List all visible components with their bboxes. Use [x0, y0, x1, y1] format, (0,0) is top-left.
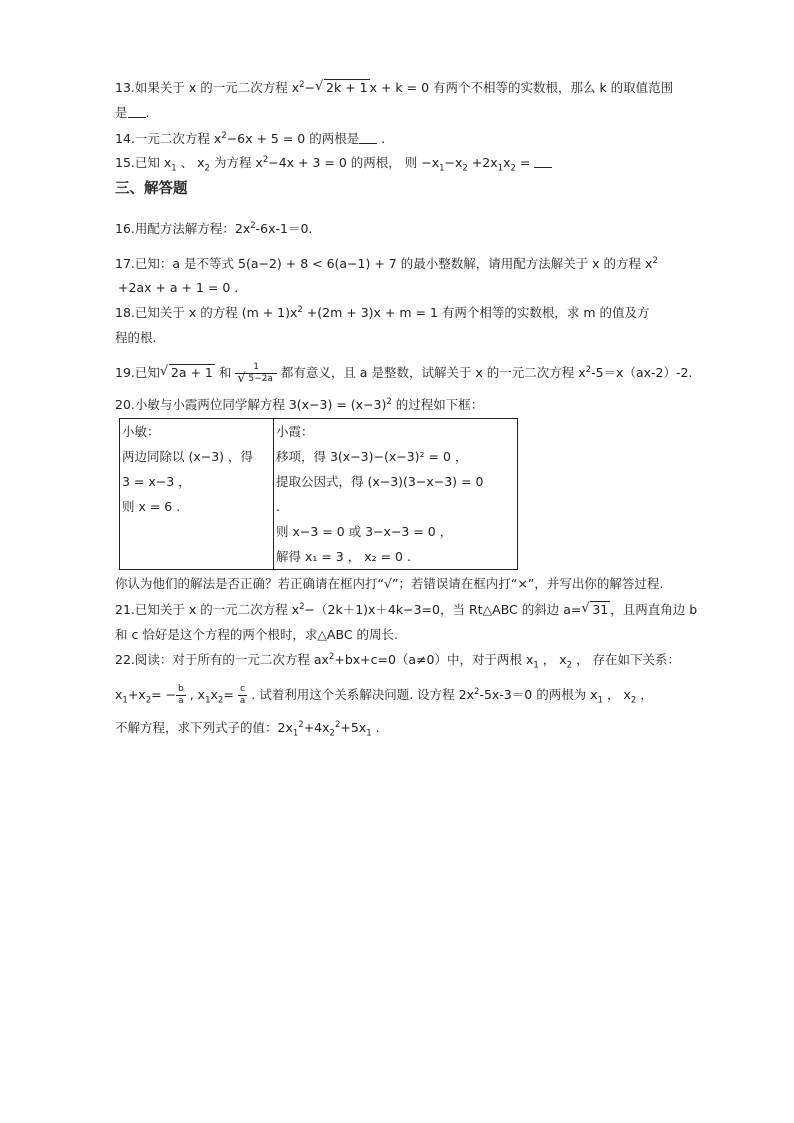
q19-fraction — [235, 362, 277, 385]
q14-text: 14.一元二次方程 x — [115, 131, 222, 146]
q21-radical — [581, 601, 610, 619]
fraction-denominator: a — [239, 696, 246, 706]
q13-minus: − — [304, 80, 316, 95]
q19-denominator-radical — [237, 374, 275, 385]
q14-text-2: −6x + 5 = 0 的两根是 — [226, 131, 360, 146]
q22-text: = — [223, 687, 238, 702]
answer-blank[interactable] — [128, 105, 146, 118]
q22-sup: 2 — [328, 651, 335, 662]
answer-blank[interactable] — [534, 155, 552, 168]
q16-sup: 2 — [250, 220, 256, 231]
question-19 — [115, 362, 692, 385]
xiaoxia-line: 则 x−3 = 0 或 3−x−3 = 0 ， — [276, 524, 453, 539]
xiaoxia-line: 解得 x₁ = 3 ， x₂ = 0 . — [276, 549, 411, 564]
q22-sup: 2 — [334, 719, 341, 730]
q20-sup: 2 — [386, 396, 392, 407]
question-22-line-3 — [115, 719, 380, 737]
xiaomin-solution-cell[interactable] — [120, 419, 274, 570]
q13-radicand: 2k + 1 — [326, 80, 368, 95]
q15-text: −x — [444, 155, 463, 170]
q15-sub: 1 — [171, 163, 177, 174]
q22-text: ， — [636, 687, 653, 702]
answer-blank[interactable] — [359, 131, 377, 144]
q13-text-3: 是 — [115, 105, 128, 120]
q19-sup: 2 — [585, 364, 592, 375]
solutions-table — [119, 418, 518, 570]
q22-sup: 2 — [298, 719, 304, 730]
q21-text-4: 和 c 恰好是这个方程的两个根时，求△ABC 的周长. — [115, 627, 399, 642]
section-heading: 三、解答题 — [115, 181, 188, 197]
xiaoxia-line: 小霞： — [276, 424, 314, 439]
fraction-numerator: b — [178, 684, 184, 694]
q22-text: +bx+c=0（a≠0）中，对于两根 x — [334, 652, 534, 667]
q22-text: ， 存在如下关系： — [572, 652, 681, 667]
q13-end: . — [145, 105, 150, 120]
q21-text-3: ，且两直角边 b — [610, 602, 698, 617]
q22-sub: 2 — [217, 695, 224, 706]
q18-text: 18.已知关于 x 的方程 (m + 1)x — [115, 305, 298, 320]
xiaomin-line: 小敏： — [122, 424, 160, 439]
q22-text: +x — [127, 687, 146, 702]
question-13-line-1 — [115, 79, 673, 97]
q22-text: x — [210, 687, 218, 702]
q20-text: 20.小敏与小霞两位同学解方程 3(x−3) = (x−3) — [115, 397, 387, 412]
q22-sub: 2 — [630, 695, 637, 706]
q15-sub: 1 — [497, 163, 504, 174]
q22-text: 22.阅读：对于所有的一元二次方程 ax — [115, 652, 329, 667]
q15-text: −4x + 3 = 0 的两根， 则 −x — [268, 155, 440, 170]
question-16 — [115, 220, 312, 238]
question-13-line-2 — [115, 104, 150, 122]
q22-sub: 1 — [205, 695, 211, 706]
q22-text: = − — [151, 687, 177, 702]
q18-text-3: 程的根. — [115, 330, 157, 345]
q22-sub: 1 — [366, 728, 372, 739]
question-21-line-1 — [115, 601, 697, 619]
q22-sub: 1 — [597, 695, 603, 706]
q17-text: 17.已知：a 是不等式 5(a−2) + 8 < 6(a−1) + 7 的最小整数解，请用配方法解关于 x 的方程 x — [115, 256, 653, 271]
q22-fraction-c-over-a — [238, 684, 248, 707]
xiaoxia-solution-cell[interactable] — [274, 419, 518, 570]
q19-denominator — [235, 374, 277, 385]
q19-radicand: 2a + 1 — [170, 365, 213, 380]
q22-sub: 1 — [122, 695, 128, 706]
q18-sup: 2 — [297, 304, 303, 315]
q22-fraction-b-over-a — [176, 684, 186, 707]
q15-sup: 2 — [262, 154, 269, 165]
q22-text: , x — [185, 687, 206, 702]
xiaomin-line: 则 x = 6 . — [122, 499, 181, 514]
q22-sub: 2 — [329, 728, 335, 739]
q14-end: . — [381, 131, 386, 146]
q20-after-text: 你认为他们的解法是否正确？若正确请在框内打“√”；若错误请在框内打“×”，并写出你的解答过程. — [115, 576, 664, 591]
q22-sub: 2 — [566, 660, 573, 671]
q19-radical — [160, 364, 215, 382]
xiaoxia-line: 提取公因式，得 (x−3)(3−x−3) = 0 — [276, 474, 484, 489]
q15-text: x — [503, 155, 511, 170]
q17-text-2: +2ax + a + 1 = 0 . — [118, 280, 239, 295]
xiaoxia-line: 移项，得 3(x−3)−(x−3)² = 0 ， — [276, 449, 468, 464]
q22-text: . 试着利用这个关系解决问题. 设方程 2x — [247, 687, 475, 702]
q15-sub: 2 — [462, 163, 468, 174]
q21-text-2: −（2k＋1)x＋4k−3=0，当 Rt△ABC 的斜边 a= — [304, 602, 582, 617]
q22-text: +4x — [303, 720, 330, 735]
question-22-line-2 — [115, 684, 653, 707]
q15-text: 、 x — [176, 155, 205, 170]
q15-text: 为方程 x — [209, 155, 263, 170]
q19-text: 19.已知 — [115, 365, 160, 380]
q22-text: -5x-3＝0 的两根为 x — [479, 687, 598, 702]
q16-text: 16.用配方法解方程：2x — [115, 221, 251, 236]
q22-sup: 2 — [474, 686, 480, 697]
q13-text-2: x + k = 0 有两个不相等的实数根，那么 k 的取值范围 — [369, 80, 674, 95]
question-14 — [115, 130, 385, 148]
question-15 — [115, 154, 552, 172]
question-20-instruction — [115, 575, 663, 593]
q22-text: ， x — [602, 687, 631, 702]
xiaomin-line: 3 = x−3 ， — [122, 474, 191, 489]
q14-sup: 2 — [221, 130, 227, 141]
question-20 — [115, 396, 483, 414]
q22-text: 不解方程，求下列式子的值：2x — [115, 720, 293, 735]
q13-sup: 2 — [299, 79, 305, 90]
q15-text: 15.已知 x — [115, 155, 172, 170]
question-18-line-2 — [115, 329, 156, 347]
fraction-numerator: c — [238, 684, 248, 696]
question-21-line-2 — [115, 626, 398, 644]
q13-radical — [315, 79, 370, 97]
q21-text: 21.已知关于 x 的一元二次方程 x — [115, 602, 300, 617]
q13-text: 13.如果关于 x 的一元二次方程 x — [115, 80, 300, 95]
question-18-line-1 — [115, 304, 650, 322]
q16-text-2: -6x-1＝0. — [255, 221, 313, 236]
fraction-denominator: a — [178, 696, 184, 706]
q19-text-3: -5＝x（ax-2）-2. — [591, 365, 693, 380]
q15-text: = — [515, 155, 535, 170]
q21-sup: 2 — [299, 601, 305, 612]
q17-sup: 2 — [652, 255, 658, 266]
q19-denominator-radicand: 5−2a — [248, 374, 273, 384]
xiaoxia-line: . — [276, 499, 280, 514]
q15-sub: 2 — [510, 163, 516, 174]
q18-text-2: +(2m + 3)x + m = 1 有两个相等的实数根，求 m 的值及方 — [302, 305, 650, 320]
q22-text: +5x — [340, 720, 367, 735]
xiaomin-line: 两边同除以 (x−3) ，得 — [122, 449, 254, 464]
q15-text: +2x — [467, 155, 498, 170]
q19-and: 和 — [214, 365, 236, 380]
q22-text: x — [115, 687, 123, 702]
q22-sub: 1 — [533, 660, 539, 671]
question-17-line-2 — [118, 279, 238, 297]
q15-sub: 2 — [204, 163, 210, 174]
q22-text: . — [371, 720, 380, 735]
question-17-line-1 — [115, 255, 658, 273]
q20-text-2: 的过程如下框： — [391, 397, 484, 412]
question-22-line-1 — [115, 651, 680, 669]
q21-radicand: 31 — [592, 602, 609, 617]
q15-sub: 1 — [439, 163, 445, 174]
q22-sub: 1 — [292, 728, 299, 739]
q22-sub: 2 — [145, 695, 152, 706]
q22-text: ， x — [538, 652, 567, 667]
q19-text-2: 都有意义，且 a 是整数，试解关于 x 的一元二次方程 x — [276, 365, 586, 380]
q19-numerator: 1 — [235, 362, 277, 374]
